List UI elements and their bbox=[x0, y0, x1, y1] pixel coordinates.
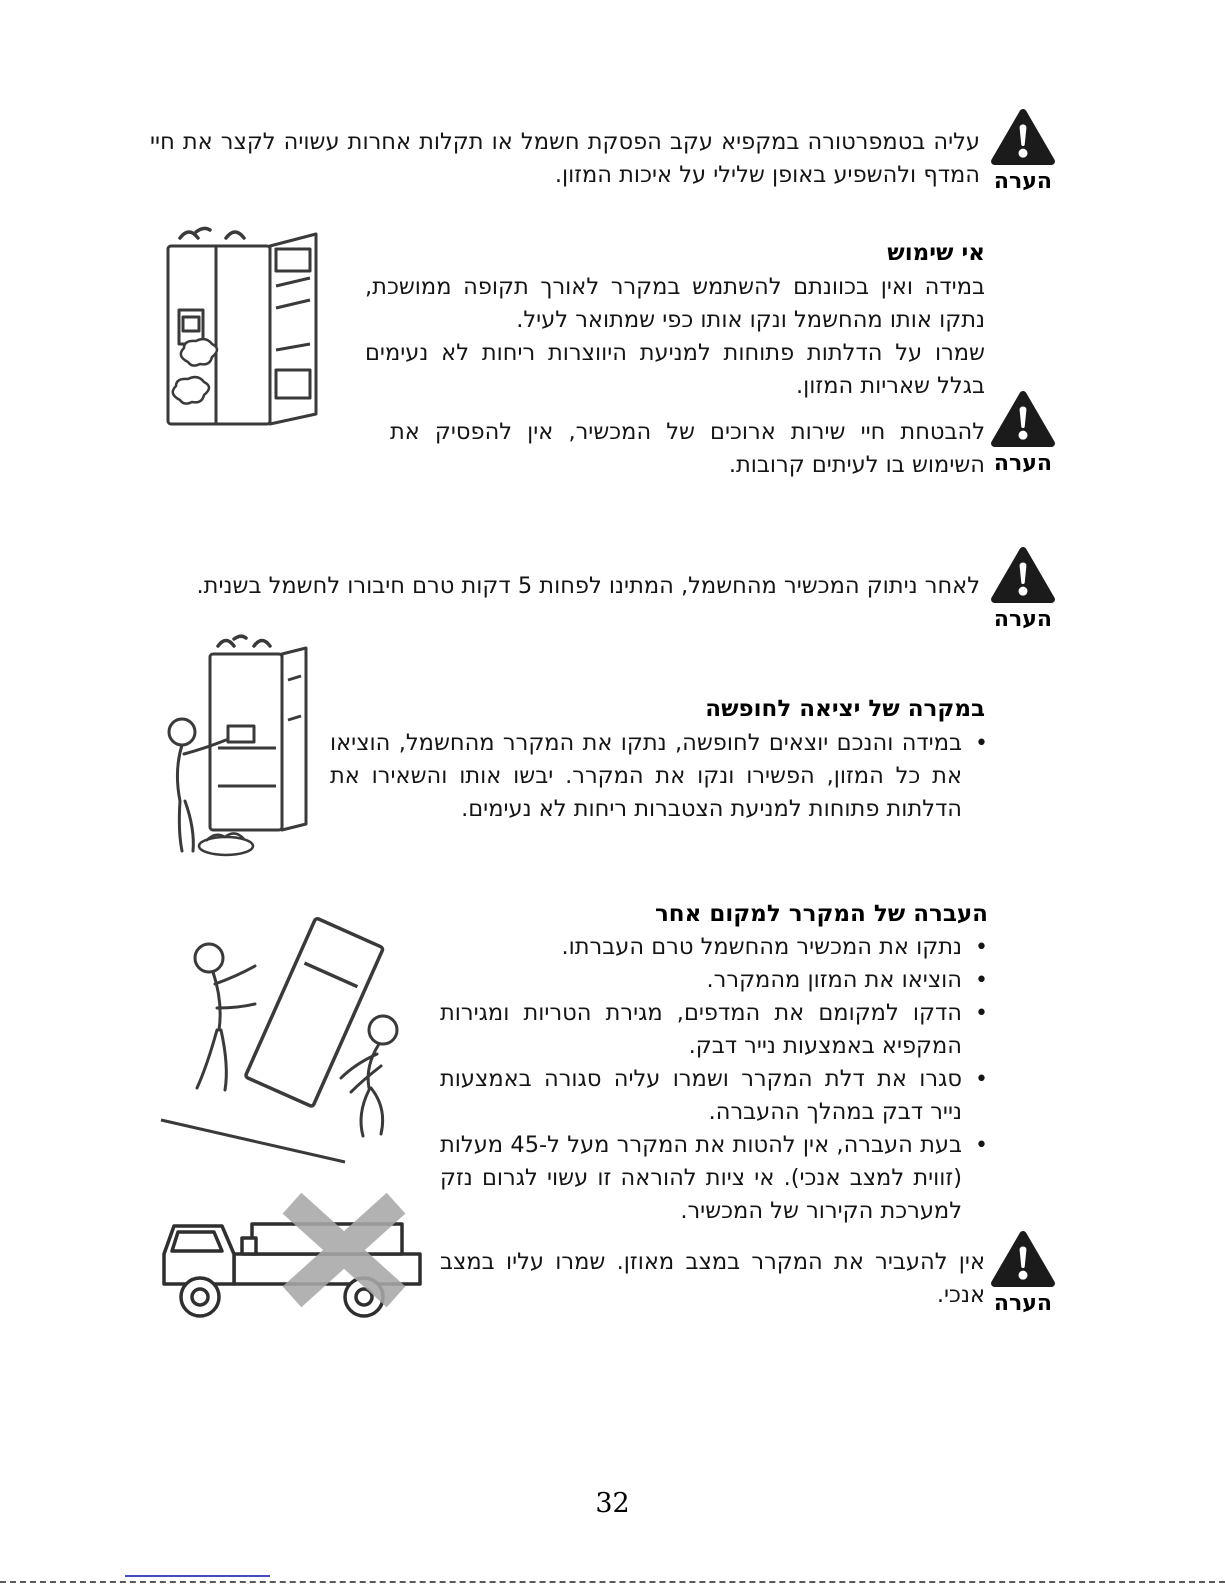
moving-bullet-text: הוציאו את המזון מהמקרר. bbox=[706, 967, 962, 993]
page-number: 32 bbox=[595, 1488, 630, 1519]
bullet-dot: • bbox=[975, 935, 988, 960]
carrying-fridge-drawing bbox=[145, 912, 440, 1167]
moving-bullet-text: הדקו למקומם את המדפים, מגירת הטריות ומגירות המקפיא באמצעות נייר דבק. bbox=[440, 1000, 962, 1059]
section-heading-no-use: אי שימוש bbox=[887, 240, 985, 266]
fridge-open-door-drawing bbox=[152, 222, 352, 447]
section-heading-moving: העברה של המקרר למקום אחר bbox=[654, 901, 988, 927]
person-at-fridge-drawing bbox=[158, 628, 318, 868]
no-use-para2: שמרו על הדלתות פתוחות למניעת היווצרות ריחות לא נעימים בגלל שאריות המזון. bbox=[365, 340, 985, 399]
note-label: הערה bbox=[993, 169, 1053, 194]
note-wait-5-minutes-text: לאחר ניתוק המכשיר מהחשמל, המתינו לפחות 5 דקות טרם חיבורו לחשמל בשנית. bbox=[196, 573, 980, 599]
note-marker-wait-5-minutes bbox=[980, 546, 1066, 633]
note-label: הערה bbox=[993, 1291, 1053, 1316]
note-marker-service-life bbox=[980, 390, 1066, 477]
vacation-bullet-item bbox=[330, 727, 988, 826]
moving-bullet-list bbox=[440, 931, 988, 1228]
note-service-life-text: להבטחת חיי שירות ארוכים של המכשיר, אין להפסיק את השימוש בו לעיתים קרובות. bbox=[390, 419, 985, 478]
bullet-dot: • bbox=[975, 1001, 988, 1026]
moving-bullet-text: בעת העברה, אין להטות את המקרר מעל ל-45 מעלות (זווית למצב אנכי). אי ציות להוראה זו עשוי לגרום נזק למערכת הקירור של המכשיר. bbox=[440, 1132, 962, 1224]
moving-bullet-item bbox=[440, 997, 988, 1063]
moving-bullet-item bbox=[440, 931, 988, 964]
note-label: הערה bbox=[993, 607, 1053, 632]
note-marker-keep-upright bbox=[980, 1230, 1066, 1317]
moving-bullet-item bbox=[440, 1129, 988, 1228]
note-keep-upright-text: אין להעביר את המקרר במצב מאוזן. שמרו עליו במצב אנכי. bbox=[440, 1249, 985, 1308]
note-marker-temperature bbox=[980, 108, 1066, 195]
bullet-dot: • bbox=[975, 968, 988, 993]
bullet-dot: • bbox=[975, 1067, 988, 1092]
truck-prohibited-drawing bbox=[148, 1180, 443, 1338]
bullet-dot: • bbox=[975, 1133, 988, 1158]
moving-bullet-text: סגרו את דלת המקרר ושמרו עליה סגורה באמצעות נייר דבק במהלך ההעברה. bbox=[440, 1066, 962, 1125]
footer-blue-line bbox=[125, 1575, 270, 1577]
no-use-paragraphs bbox=[365, 271, 985, 403]
warning-icon bbox=[990, 108, 1056, 166]
warning-icon bbox=[990, 546, 1056, 604]
moving-bullet-text: נתקו את המכשיר מהחשמל טרם העברתו. bbox=[561, 934, 962, 960]
footer-dashed-line bbox=[0, 1581, 1225, 1583]
carrying-fridge-illustration bbox=[145, 912, 440, 1167]
bullet-dot: • bbox=[975, 731, 988, 756]
no-use-para1: במידה ואין בכוונתם להשתמש במקרר לאורך תקופה ממושכת, נתקו אותו מהחשמל ונקו אותו כפי שמתואר לעיל. bbox=[365, 274, 985, 333]
moving-bullet-item bbox=[440, 964, 988, 997]
note-label: הערה bbox=[993, 451, 1053, 476]
warning-icon bbox=[990, 390, 1056, 448]
section-heading-vacation: במקרה של יציאה לחופשה bbox=[705, 696, 985, 722]
moving-bullet-item bbox=[440, 1063, 988, 1129]
note-temperature-rise-text: עליה בטמפרטורה במקפיא עקב הפסקת חשמל או תקלות אחרות עשויה לקצר את חיי המדף ולהשפיע באופן שלילי על איכות המזון. bbox=[150, 129, 980, 188]
person-at-fridge-illustration bbox=[158, 628, 318, 868]
warning-icon bbox=[990, 1230, 1056, 1288]
truck-prohibited-illustration bbox=[148, 1180, 443, 1338]
vacation-bullet-text: במידה והנכם יוצאים לחופשה, נתקו את המקרר מהחשמל, הוציאו את כל המזון, הפשירו ונקו את המקרר. יבשו אותו והשאירו את הדלתות פתוחות למניעת הצטברות ריחות לא נעימים. bbox=[330, 730, 962, 822]
fridge-open-door-illustration bbox=[152, 222, 352, 447]
